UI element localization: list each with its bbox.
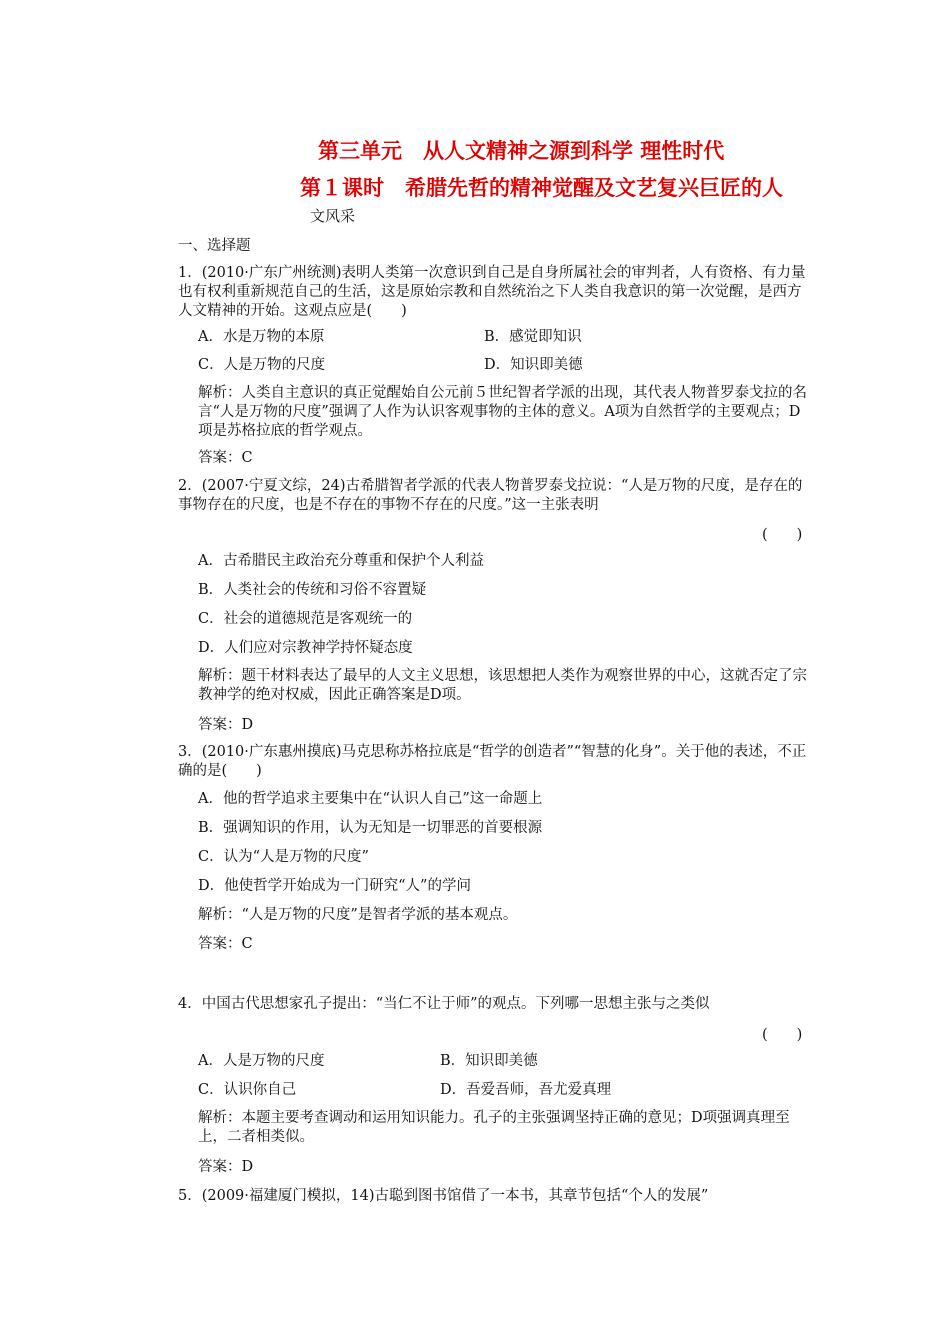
- question-1-option-d: D．知识即美德: [484, 357, 583, 373]
- question-4-answer: 答案：D: [198, 1159, 254, 1175]
- question-4-answer-bracket: ( ): [762, 1027, 803, 1043]
- question-1-answer: 答案：C: [198, 450, 253, 466]
- question-4-option-b: B．知识即美德: [440, 1053, 538, 1069]
- section-heading: 一、选择题: [178, 238, 251, 254]
- lesson-title: 第１课时 希腊先哲的精神觉醒及文艺复兴巨匠的人: [300, 175, 783, 200]
- question-4-analysis: 解析：本题主要考查调动和运用知识能力。孔子的主张强调坚持正确的意见；D项强调真理至上，二者相类似。: [198, 1110, 790, 1145]
- question-1-option-c: C．人是万物的尺度: [198, 357, 326, 373]
- question-2-option-c: C．社会的道德规范是客观统一的: [198, 611, 413, 627]
- question-4-option-a: A．人是万物的尺度: [198, 1053, 325, 1069]
- question-3-option-a: A．他的哲学追求主要集中在“认识人自己”这一命题上: [198, 791, 543, 807]
- question-1-option-a: A．水是万物的本原: [198, 329, 325, 345]
- question-3-analysis: 解析：“人是万物的尺度”是智者学派的基本观点。: [198, 907, 518, 923]
- question-4-option-c: C．认识你自己: [198, 1082, 297, 1098]
- question-5-stem: 5．(2009·福建厦门模拟，14)古聪到图书馆借了一本书，其章节包括“个人的发展”: [178, 1188, 709, 1204]
- question-2-stem: 2．(2007·宁夏文综，24)古希腊智者学派的代表人物普罗泰戈拉说：“人是万物的尺度，是存在的事物存在的尺度，也是不存在的事物不存在的尺度。”这一主张表明: [178, 478, 803, 513]
- question-2-option-d: D．人们应对宗教神学持怀疑态度: [198, 640, 413, 656]
- question-3-stem: 3．(2010·广东惠州摸底)马克思称苏格拉底是“哲学的创造者”“智慧的化身”。关于他的表述，不正确的是( ): [178, 744, 807, 779]
- question-2-analysis: 解析：题干材料表达了最早的人文主义思想，该思想把人类作为观察世界的中心，这就否定了宗教神学的绝对权威，因此正确答案是D项。: [198, 668, 807, 703]
- unit-title: 第三单元 从人文精神之源到科学 理性时代: [318, 138, 725, 163]
- question-2-answer: 答案：D: [198, 717, 254, 733]
- question-1-option-b: B．感觉即知识: [484, 329, 582, 345]
- question-4-stem: 4．中国古代思想家孔子提出：“当仁不让于师”的观点。下列哪一思想主张与之类似: [178, 996, 710, 1012]
- question-3-option-d: D．他使哲学开始成为一门研究“人”的学问: [198, 878, 471, 894]
- question-3-answer: 答案：C: [198, 936, 253, 952]
- question-2-answer-bracket: ( ): [762, 527, 803, 543]
- question-3-option-c: C．认为“人是万物的尺度”: [198, 849, 369, 865]
- question-2-option-a: A．古希腊民主政治充分尊重和保护个人利益: [198, 553, 484, 569]
- question-4-option-d: D．吾爱吾师，吾尤爱真理: [440, 1082, 612, 1098]
- lesson-title-continuation: 文风采: [310, 207, 356, 225]
- question-3-option-b: B．强调知识的作用，认为无知是一切罪恶的首要根源: [198, 820, 543, 836]
- question-1-analysis: 解析：人类自主意识的真正觉醒始自公元前５世纪智者学派的出现，其代表人物普罗泰戈拉的名言“人是万物的尺度”强调了人作为认识客观事物的主体的意义。A项为自然哲学的主要观点；D项是苏格拉底的哲学观点。: [198, 385, 807, 439]
- question-1-stem: 1．(2010·广东广州统测)表明人类第一次意识到自己是自身所属社会的审判者，人有资格、有力量也有权利重新规范自己的生活，这是原始宗教和自然统治之下人类自我意识的第一次觉醒，是西方人文精神的开始。这观点应是( ): [178, 265, 806, 319]
- question-2-option-b: B．人类社会的传统和习俗不容置疑: [198, 582, 427, 598]
